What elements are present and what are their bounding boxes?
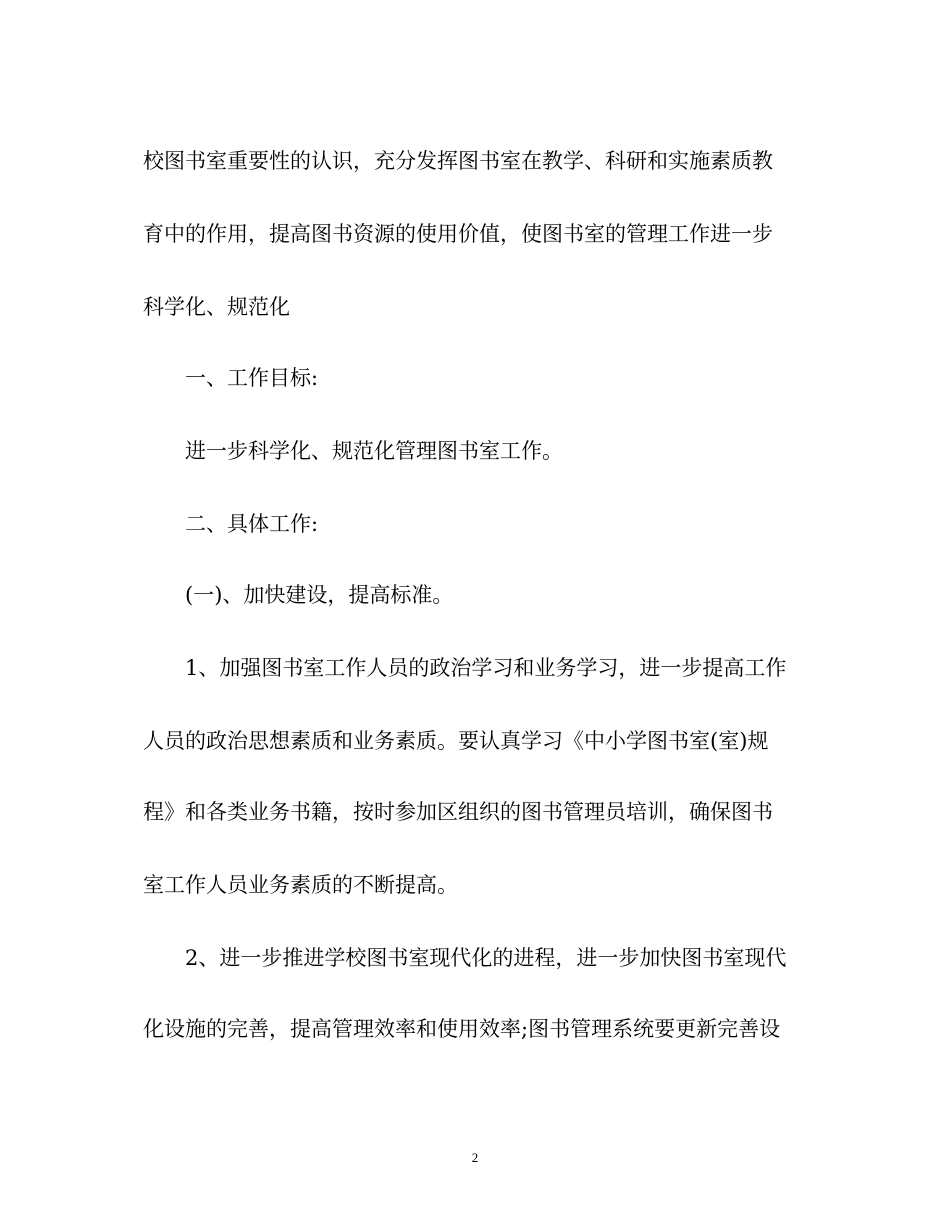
text-line-8: 1、加强图书室工作人员的政治学习和业务学习，进一步提高工作 bbox=[185, 656, 787, 680]
section-heading-goals: 一、工作目标: bbox=[185, 366, 319, 390]
text-line-10: 程》和各类业务书籍，按时参加区组织的图书管理员培训，确保图书 bbox=[143, 800, 773, 824]
text-line-3: 科学化、规范化 bbox=[143, 295, 290, 319]
text-line-12: 2、进一步推进学校图书室现代化的进程，进一步加快图书室现代 bbox=[185, 946, 787, 970]
text-line-2: 育中的作用，提高图书资源的使用价值，使图书室的管理工作进一步 bbox=[143, 222, 773, 246]
subsection-heading: (一)、加快建设，提高标准。 bbox=[185, 583, 454, 607]
text-line-1: 校图书室重要性的认识，充分发挥图书室在教学、科研和实施素质教 bbox=[143, 149, 773, 173]
section-heading-tasks: 二、具体工作: bbox=[185, 512, 319, 536]
text-line-11: 室工作人员业务素质的不断提高。 bbox=[143, 873, 458, 897]
text-line-9: 人员的政治思想素质和业务素质。要认真学习《中小学图书室(室)规 bbox=[143, 729, 769, 753]
text-line-5: 进一步科学化、规范化管理图书室工作。 bbox=[185, 439, 563, 463]
text-line-13: 化设施的完善，提高管理效率和使用效率;图书管理系统要更新完善设 bbox=[143, 1017, 781, 1041]
page-number: 2 bbox=[471, 1150, 479, 1165]
